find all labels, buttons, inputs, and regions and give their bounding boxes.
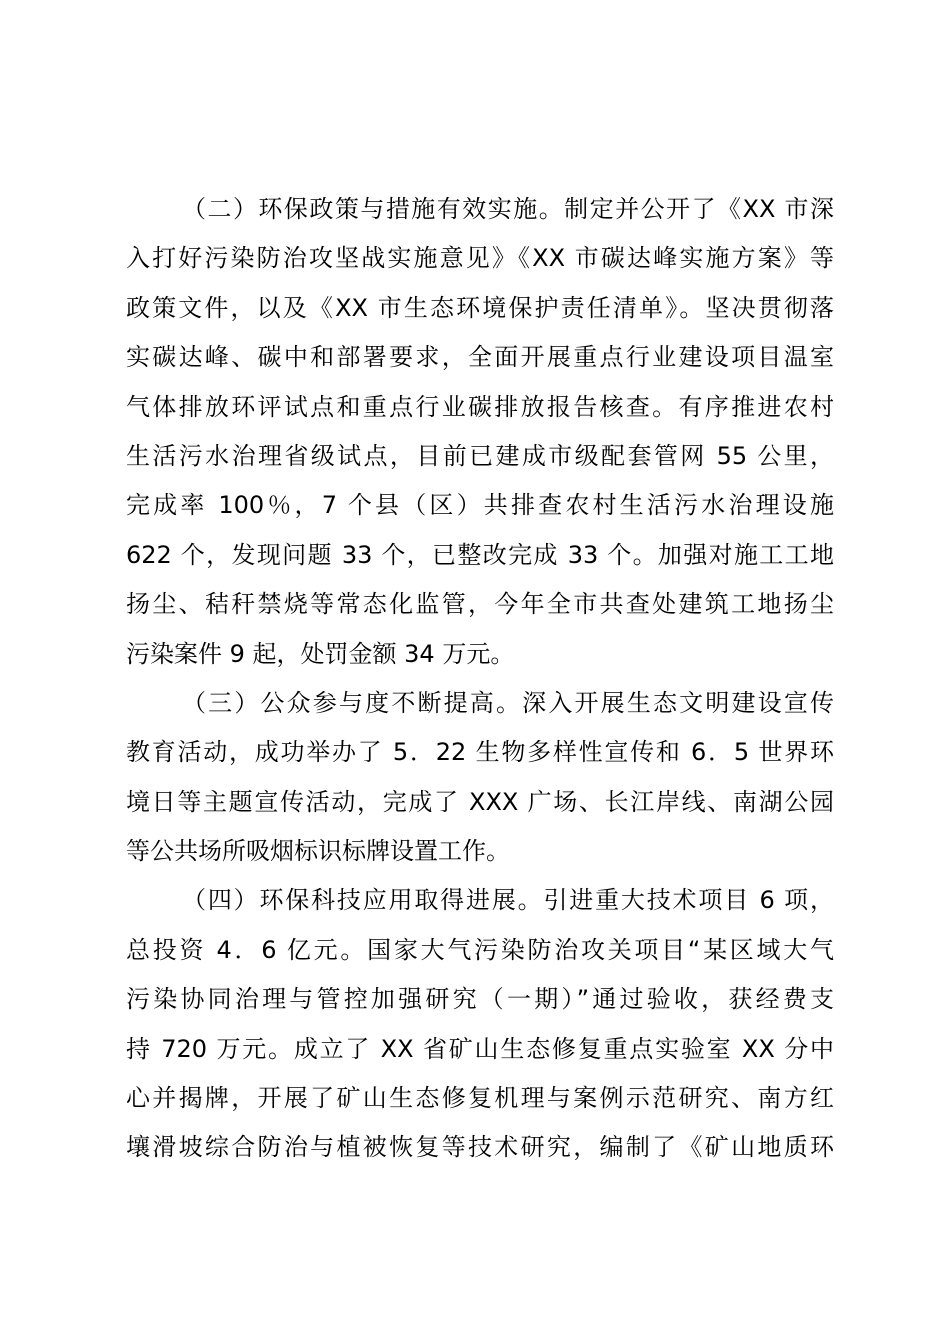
- paragraph-3-line: 等公共场所吸烟标识标牌设置工作。: [126, 837, 510, 866]
- paragraph-3-line: （三）公众参与度不断提高。深入开展生态文明建设宣传: [182, 688, 834, 717]
- paragraph-2-line: 政策文件，以及《XX 市生态环境保护责任清单》。坚决贯彻落: [126, 293, 834, 322]
- paragraph-2-line: 入打好污染防治攻坚战实施意见》《XX 市碳达峰实施方案》等: [126, 244, 834, 273]
- paragraph-4-line: 心并揭牌，开展了矿山生态修复机理与案例示范研究、南方红: [126, 1084, 834, 1113]
- paragraph-4-line: 持 720 万元。成立了 XX 省矿山生态修复重点实验室 XX 分中: [126, 1034, 834, 1063]
- paragraph-2-line: 扬尘、秸秆禁烧等常态化监管，今年全市共查处建筑工地扬尘: [126, 590, 834, 619]
- paragraph-2-line: 生活污水治理省级试点，目前已建成市级配套管网 55 公里，: [126, 441, 834, 470]
- paragraph-2-line: 实碳达峰、碳中和部署要求，全面开展重点行业建设项目温室: [126, 343, 834, 372]
- paragraph-2-line: 气体排放环评试点和重点行业碳排放报告核查。有序推进农村: [126, 392, 834, 421]
- paragraph-2-line: （二）环保政策与措施有效实施。制定并公开了《XX 市深: [182, 195, 834, 223]
- document-body: [126, 185, 834, 1173]
- paragraph-4-line: 总投资 4．6 亿元。国家大气污染防治攻关项目“某区域大气: [126, 935, 834, 964]
- paragraph-2-line: 622 个，发现问题 33 个，已整改完成 33 个。加强对施工工地: [126, 540, 834, 569]
- paragraph-4-line: （四）环保科技应用取得进展。引进重大技术项目 6 项，: [182, 886, 834, 915]
- paragraph-4-line: 污染协同治理与管控加强研究（一期）”通过验收，获经费支: [126, 985, 834, 1014]
- paragraph-4-line: 壤滑坡综合防治与植被恢复等技术研究，编制了《矿山地质环: [126, 1133, 834, 1162]
- paragraph-3-line: 教育活动，成功举办了 5．22 生物多样性宣传和 6．5 世界环: [126, 738, 834, 767]
- paragraph-3-line: 境日等主题宣传活动，完成了 XXX 广场、长江岸线、南湖公园: [126, 787, 834, 816]
- paragraph-2-line: 完成率 100％，7 个县（区）共排查农村生活污水治理设施: [126, 491, 834, 520]
- paragraph-2-line: 污染案件 9 起，处罚金额 34 万元。: [126, 639, 515, 668]
